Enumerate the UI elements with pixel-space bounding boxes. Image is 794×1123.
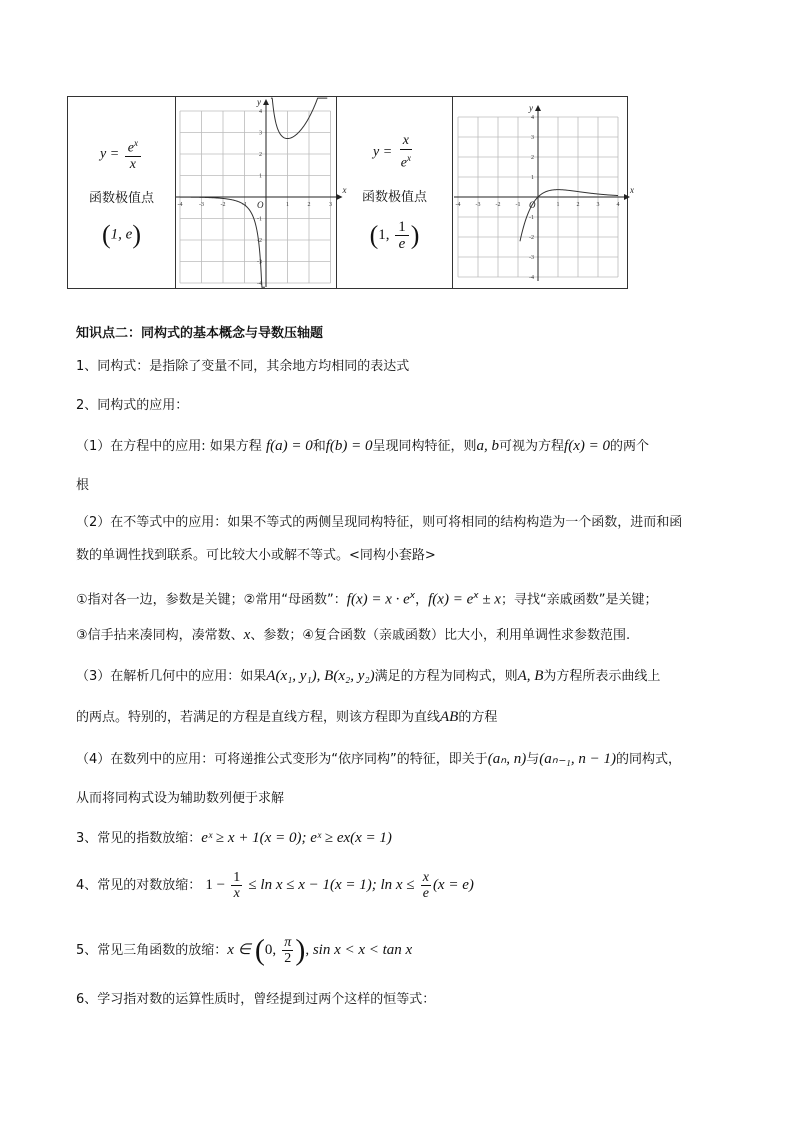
y-tick-label: -3: [529, 254, 534, 261]
y-tick-label: -4: [529, 274, 534, 281]
y-tick-label: 3: [259, 130, 262, 136]
y-arrow: [535, 105, 541, 111]
func1-cell: [68, 97, 176, 289]
y-axis-label: y: [529, 102, 533, 113]
y-tick-label: -3: [257, 259, 262, 265]
y-tick-label: 4: [531, 114, 534, 121]
y-tick-label: 2: [531, 154, 534, 161]
func2-formula: [337, 133, 452, 172]
x-tick-label: 2: [576, 201, 580, 208]
y-arrow: [263, 99, 269, 105]
para-6: ③信手拈来凑同构，凑常数、x、参数；④复合函数（亲戚函数）比大小，利用单调性求参数范围.: [76, 627, 631, 643]
y-axis-label: y: [257, 96, 261, 107]
y-tick-label: 3: [531, 134, 534, 141]
func1-point: (1, e): [101, 220, 141, 250]
func1-label: 函数极值点: [88, 191, 154, 207]
y-tick-label: -2: [257, 237, 262, 244]
func2-point: (1, $\frac{1}{e}$ ): [369, 218, 420, 252]
x-tick-label: 1: [286, 201, 289, 208]
y-tick-label: -2: [529, 234, 534, 241]
func1-num-sup: x: [133, 137, 138, 148]
origin-label: O: [529, 199, 536, 210]
para-10: 4、常见的对数放缩： 1 − $\frac{1}{x}$ ≤ ln x ≤ x − 1(x = 1); ln x ≤ $\frac{x}{e}$ (x = e): [76, 870, 474, 901]
func1-den: x: [129, 157, 136, 173]
y-tick-label: -1: [529, 214, 534, 221]
graph-e-x-over-x: [176, 96, 347, 287]
y-tick-label: 2: [259, 151, 262, 158]
x-tick-label: -2: [220, 201, 226, 208]
graph1-cell: [176, 96, 347, 289]
x-tick-label: -3: [199, 201, 204, 208]
x-axis-label: x: [630, 184, 634, 195]
x-tick-label: 2: [307, 201, 311, 208]
func1-lhs: y =: [100, 146, 120, 162]
para-7b: 的两点。特别的，若满足的方程是直线方程，则该方程即为直线AB的方程: [76, 709, 498, 725]
function-table: [67, 96, 634, 289]
y-tick-label: 1: [259, 173, 262, 179]
func2-den: e: [400, 155, 407, 171]
func2-den-sup: x: [406, 153, 411, 164]
x-tick-label: 3: [596, 201, 600, 208]
x-tick-label: 4: [616, 201, 620, 208]
y-tick-label: -4: [257, 280, 262, 287]
origin-label: O: [257, 199, 264, 210]
para-4b: 数的单调性找到联系。可比较大小或解不等式。<同构小套路>: [76, 548, 436, 563]
section-heading: 知识点二：同构式的基本概念与导数压轴题: [76, 326, 324, 341]
para-12: 6、学习指对数的运算性质时，曾经提到过两个这样的恒等式：: [76, 992, 436, 1007]
graph-x-over-e-x: [453, 102, 634, 281]
para-2: 2、同构式的应用：: [76, 398, 189, 413]
func1-formula: [68, 135, 175, 174]
x-tick-label: -2: [495, 201, 501, 208]
para-5: ①指对各一边，参数是关键；②常用“母函数”：$f(x) = x \cdot e^x$，$f(x) = e^x \pm x$；寻找“亲戚函数”是关键；: [76, 591, 658, 608]
x-tick-label: -4: [177, 201, 183, 208]
x-tick-label: -3: [475, 201, 481, 208]
func2-lhs: y =: [373, 144, 393, 160]
para-4a: （2）在不等式中的应用：如果不等式的两侧呈现同构特征，则可将相同的结构构造为一个函数，进而和函: [76, 515, 683, 530]
para-8a: （4）在数列中的应用：可将递推公式变形为“依序同构”的特征，即关于(aₙ, n)与(aₙ₋₁, n − 1)的同构式，: [76, 751, 681, 767]
x-tick-label: 1: [556, 201, 560, 208]
x-tick-label: -1: [515, 201, 521, 208]
func2-cell: [337, 97, 453, 289]
para-3: （1）在方程中的应用: 如果方程 f(a) = 0和f(b) = 0呈现同构特征，则a, b可视为方程f(x) = 0的两个: [76, 438, 649, 454]
func2-label: 函数极值点: [361, 189, 427, 205]
para-3-cont: 根: [76, 478, 90, 493]
function-curve: [177, 197, 265, 287]
x-axis-label: x: [342, 184, 347, 195]
y-tick-label: 4: [259, 108, 262, 115]
x-tick-label: -4: [455, 201, 461, 208]
para-9: 3、常见的指数放缩：eˣ ≥ x + 1(x = 0); eˣ ≥ ex(x = 1): [76, 830, 392, 846]
x-tick-label: 3: [329, 201, 332, 208]
y-tick-label: -1: [257, 216, 262, 222]
y-tick-label: 1: [531, 174, 534, 181]
func2-num: x: [400, 133, 412, 150]
func1-num: e: [127, 140, 134, 156]
para-11: 5、常见三角函数的放缩：x ∈ (0, $\frac{\pi}{2}$ ), sin x < x < tan x: [76, 933, 413, 967]
para-1: 1、同构式：是指除了变量不同，其余地方均相同的表达式: [76, 359, 410, 374]
para-8b: 从而将同构式设为辅助数列便于求解: [76, 791, 285, 806]
x-tick-label: -1: [242, 201, 247, 208]
para-7a: （3）在解析几何中的应用：如果A(x₁, y₁), B(x₂, y₂)满足的方程为同构式，则A, B为方程所表示曲线上: [76, 668, 661, 684]
graph2-cell: [453, 97, 634, 289]
